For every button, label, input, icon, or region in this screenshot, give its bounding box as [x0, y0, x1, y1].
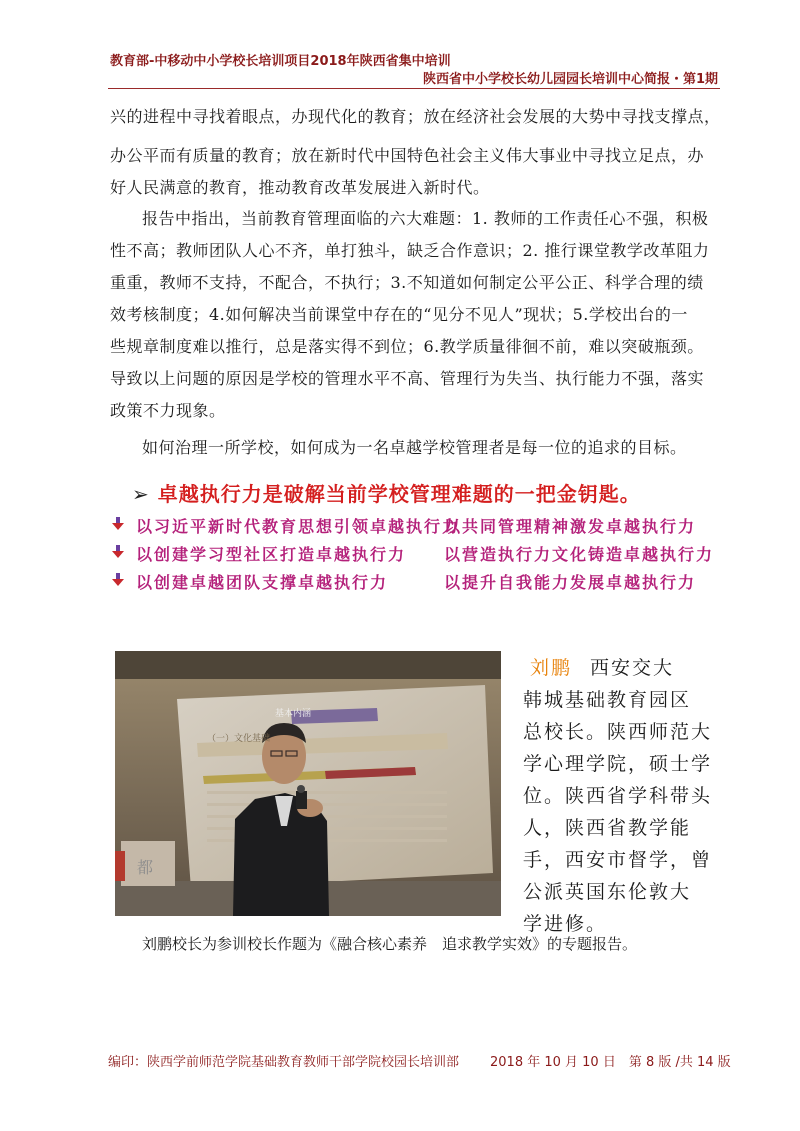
- bio-line: 学进修。: [523, 913, 608, 935]
- bullet-item: 以习近平新时代教育思想引领卓越执行力: [136, 517, 461, 536]
- paragraph2-line: 重重，教师不支持，不配合，不执行；3.不知道如何制定公平公正、科学合理的绩: [110, 273, 704, 292]
- bio-line-first: [530, 652, 674, 685]
- header-right-title: 陕西省中小学校长幼儿园园长培训中心简报・第1期: [422, 72, 718, 87]
- bio-line: 位。陕西省学科带头: [523, 785, 713, 807]
- paragraph2-line: 些规章制度难以推行，总是落实得不到位；6.教学质量徘徊不前，难以突破瓶颈。: [110, 337, 704, 356]
- bio-line: 人，陕西省教学能: [523, 817, 692, 839]
- bullet-item: 以共同管理精神激发卓越执行力: [444, 517, 697, 536]
- bio-line: 韩城基础教育园区: [523, 689, 692, 711]
- paragraph1-line: 办公平而有质量的教育；放在新时代中国特色社会主义伟大事业中寻找立足点，办: [110, 146, 705, 165]
- key-heading: [132, 478, 641, 507]
- arrow-down-bullet-icon: [112, 517, 124, 531]
- paragraph2-line: 性不高；教师团队人心不齐，单打独斗，缺乏合作意识；2. 推行课堂教学改革阻力: [110, 241, 710, 260]
- slide-subtitle: （一）文化基础: [207, 734, 271, 744]
- speaker-photo: [115, 651, 501, 916]
- key-heading-text: 卓越执行力是破解当前学校管理难题的一把金钥匙。: [157, 482, 641, 506]
- arrow-down-bullet-icon: [112, 573, 124, 587]
- bio-line: 总校长。陕西师范大: [523, 721, 713, 743]
- bio-line: 手，西安市督学，曾: [523, 849, 713, 871]
- bio-line: 公派英国东伦敦大: [523, 881, 692, 903]
- bullet-item: 以营造执行力文化铸造卓越执行力: [444, 545, 715, 564]
- bullet-item: 以创建学习型社区打造卓越执行力: [136, 545, 407, 564]
- paragraph2-line: 政策不力现象。: [110, 401, 226, 420]
- paragraph1-line: 兴的进程中寻找着眼点，办现代化的教育；放在经济社会发展的大势中寻找支撑点，: [110, 107, 721, 126]
- header-left-title: 教育部-中移动中小学校长培训项目2018年陕西省集中培训: [110, 54, 451, 69]
- footer-left: 编印：陕西学前师范学院基础教育教师干部学院校园长培训部: [108, 1055, 460, 1070]
- paragraph2-line: 报告中指出，当前教育管理面临的六大难题：1. 教师的工作责任心不强，积极: [142, 209, 709, 228]
- paragraph1-line: 好人民满意的教育，推动教育改革发展进入新时代。: [110, 178, 490, 197]
- bullet-item: 以提升自我能力发展卓越执行力: [444, 573, 697, 592]
- paragraph2-line: 导致以上问题的原因是学校的管理水平不高、管理行为失当、执行能力不强，落实: [110, 369, 705, 388]
- speaker-photo-illustration: [115, 651, 501, 916]
- arrow-bullet-icon: ➢: [132, 482, 150, 506]
- header-rule: [108, 88, 720, 89]
- bio-line: 学心理学院，硕士学: [523, 753, 713, 775]
- paragraph3: 如何治理一所学校，如何成为一名卓越学校管理者是每一位的追求的目标。: [142, 438, 687, 457]
- bullet-item: 以创建卓越团队支撑卓越执行力: [136, 573, 389, 592]
- photo-caption: 刘鹏校长为参训校长作题为《融合核心素养 追求教学实效》的专题报告。: [142, 935, 638, 953]
- bio-first-line-text: 西安交大: [590, 657, 675, 679]
- photo-bottom-glyph: 都: [137, 858, 154, 877]
- bio-name: 刘鹏: [530, 657, 573, 679]
- paragraph2-line: 效考核制度；4.如何解决当前课堂中存在的“见分不见人”现状；5.学校出台的一: [110, 305, 688, 324]
- slide-title: 基本内涵: [275, 709, 312, 719]
- footer-right: 2018 年 10 月 10 日 第 8 版 /共 14 版: [490, 1055, 731, 1070]
- arrow-down-bullet-icon: [112, 545, 124, 559]
